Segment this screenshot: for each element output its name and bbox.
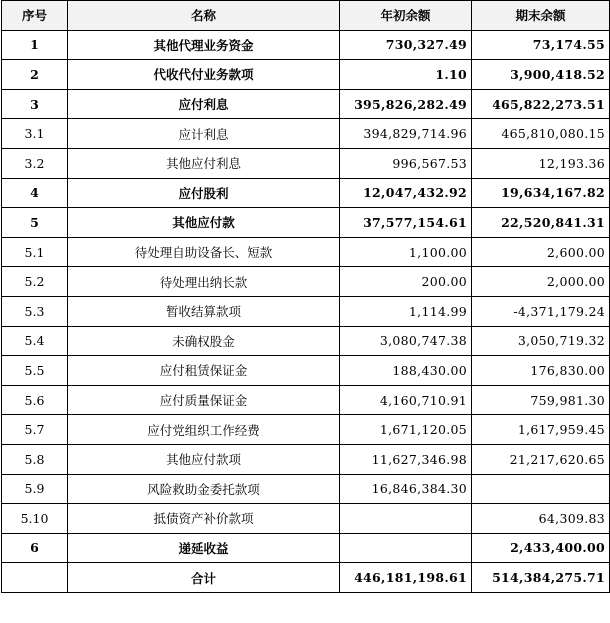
balance-table (1, 0, 610, 593)
row-index: 6 (2, 533, 68, 563)
table-row (2, 444, 610, 474)
row-name: 应付党组织工作经费 (68, 415, 340, 445)
table-row (2, 148, 610, 178)
row-begin-balance: 1,671,120.05 (340, 415, 472, 445)
row-index: 5.8 (2, 444, 68, 474)
table-row (2, 60, 610, 90)
row-index: 1 (2, 30, 68, 60)
row-index: 5.10 (2, 504, 68, 534)
row-name: 其他应付款项 (68, 444, 340, 474)
row-end-balance: 1,617,959.45 (472, 415, 610, 445)
row-name: 应付利息 (68, 89, 340, 119)
table-row (2, 385, 610, 415)
row-end-balance: 64,309.83 (472, 504, 610, 534)
row-begin-balance: 4,160,710.91 (340, 385, 472, 415)
row-name: 应付股利 (68, 178, 340, 208)
row-index: 4 (2, 178, 68, 208)
row-begin-balance: 730,327.49 (340, 30, 472, 60)
row-name: 其他应付款 (68, 208, 340, 238)
row-name: 风险救助金委托款项 (68, 474, 340, 504)
row-begin-balance: 188,430.00 (340, 356, 472, 386)
row-begin-balance: 37,577,154.61 (340, 208, 472, 238)
row-name: 抵债资产补价款项 (68, 504, 340, 534)
row-name: 应付租赁保证金 (68, 356, 340, 386)
table-row (2, 296, 610, 326)
row-name: 代收代付业务款项 (68, 60, 340, 90)
row-begin-balance: 3,080,747.38 (340, 326, 472, 356)
row-begin-balance: 16,846,384.30 (340, 474, 472, 504)
row-name: 待处理出纳长款 (68, 267, 340, 297)
table-row (2, 504, 610, 534)
row-index: 3.1 (2, 119, 68, 149)
row-name: 合计 (68, 563, 340, 593)
table-row (2, 89, 610, 119)
header-begin-balance: 年初余额 (340, 1, 472, 31)
row-begin-balance: 11,627,346.98 (340, 444, 472, 474)
row-index: 5.6 (2, 385, 68, 415)
row-name: 暂收结算款项 (68, 296, 340, 326)
row-end-balance: 465,810,080.15 (472, 119, 610, 149)
row-name: 递延收益 (68, 533, 340, 563)
row-end-balance: 176,830.00 (472, 356, 610, 386)
row-end-balance: 21,217,620.65 (472, 444, 610, 474)
row-begin-balance: 12,047,432.92 (340, 178, 472, 208)
header-index: 序号 (2, 1, 68, 31)
row-name: 其他应付利息 (68, 148, 340, 178)
row-begin-balance: 394,829,714.96 (340, 119, 472, 149)
row-begin-balance: 200.00 (340, 267, 472, 297)
row-end-balance: 19,634,167.82 (472, 178, 610, 208)
table-row (2, 30, 610, 60)
row-index (2, 563, 68, 593)
row-name: 其他代理业务资金 (68, 30, 340, 60)
table-row (2, 474, 610, 504)
row-end-balance: 2,000.00 (472, 267, 610, 297)
row-end-balance (472, 474, 610, 504)
row-index: 5.2 (2, 267, 68, 297)
header-row (2, 1, 610, 31)
row-index: 5.3 (2, 296, 68, 326)
row-end-balance: 22,520,841.31 (472, 208, 610, 238)
table-row (2, 208, 610, 238)
table-row (2, 563, 610, 593)
table-body (2, 30, 610, 592)
table-row (2, 178, 610, 208)
row-end-balance: 73,174.55 (472, 30, 610, 60)
row-begin-balance (340, 533, 472, 563)
row-begin-balance: 395,826,282.49 (340, 89, 472, 119)
row-name: 待处理自助设备长、短款 (68, 237, 340, 267)
row-name: 应计利息 (68, 119, 340, 149)
row-begin-balance: 446,181,198.61 (340, 563, 472, 593)
row-index: 5 (2, 208, 68, 238)
row-begin-balance: 1,100.00 (340, 237, 472, 267)
row-begin-balance (340, 504, 472, 534)
row-end-balance: 3,900,418.52 (472, 60, 610, 90)
table-row (2, 326, 610, 356)
table-row (2, 267, 610, 297)
row-end-balance: 759,981.30 (472, 385, 610, 415)
row-begin-balance: 996,567.53 (340, 148, 472, 178)
row-end-balance: 465,822,273.51 (472, 89, 610, 119)
row-index: 2 (2, 60, 68, 90)
table-row (2, 237, 610, 267)
header-name: 名称 (68, 1, 340, 31)
row-end-balance: 514,384,275.71 (472, 563, 610, 593)
table-row (2, 356, 610, 386)
row-index: 5.9 (2, 474, 68, 504)
row-end-balance: 12,193.36 (472, 148, 610, 178)
row-end-balance: -4,371,179.24 (472, 296, 610, 326)
row-name: 未确权股金 (68, 326, 340, 356)
row-index: 5.7 (2, 415, 68, 445)
table-row (2, 533, 610, 563)
table-row (2, 119, 610, 149)
row-end-balance: 2,600.00 (472, 237, 610, 267)
row-index: 5.1 (2, 237, 68, 267)
row-begin-balance: 1.10 (340, 60, 472, 90)
table-row (2, 415, 610, 445)
row-index: 5.4 (2, 326, 68, 356)
row-begin-balance: 1,114.99 (340, 296, 472, 326)
row-name: 应付质量保证金 (68, 385, 340, 415)
row-end-balance: 3,050,719.32 (472, 326, 610, 356)
row-end-balance: 2,433,400.00 (472, 533, 610, 563)
header-end-balance: 期末余额 (472, 1, 610, 31)
row-index: 3.2 (2, 148, 68, 178)
row-index: 3 (2, 89, 68, 119)
row-index: 5.5 (2, 356, 68, 386)
